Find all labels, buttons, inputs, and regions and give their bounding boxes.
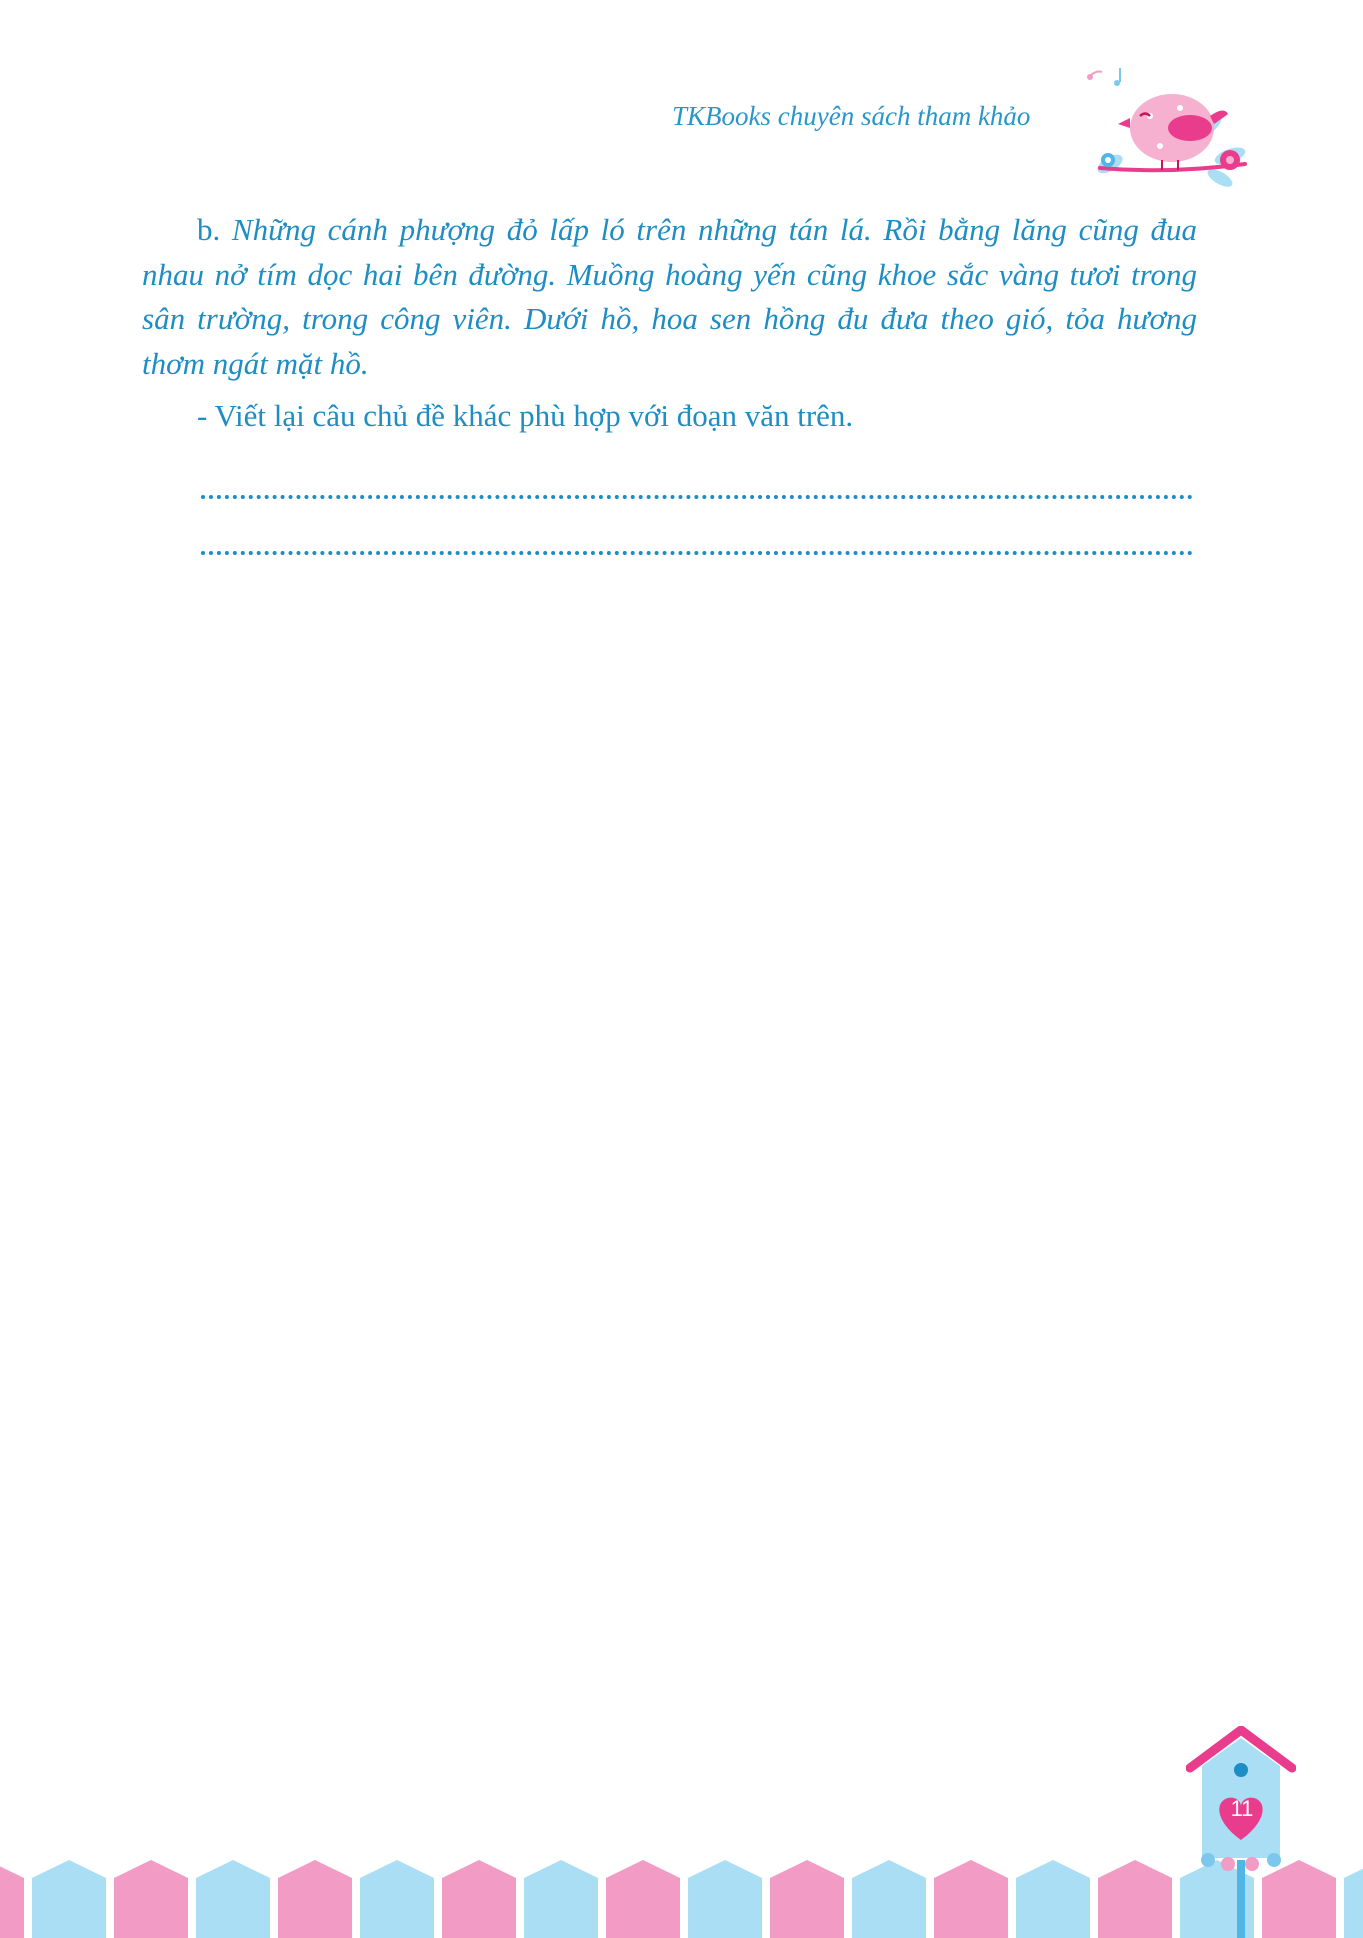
bird-on-branch-icon (1080, 56, 1260, 196)
answer-line-2[interactable] (201, 525, 1193, 555)
exercise-paragraph (142, 208, 1197, 386)
fence-picket (1344, 1860, 1363, 1938)
fence-picket (524, 1860, 598, 1938)
fence-picket (1016, 1860, 1090, 1938)
answer-line-1[interactable] (201, 459, 1193, 499)
fence-picket (688, 1860, 762, 1938)
fence-picket (1098, 1860, 1172, 1938)
fence-picket (196, 1860, 270, 1938)
fence-decoration (0, 1840, 1363, 1938)
exercise-label: b. (197, 212, 221, 247)
fence-picket (32, 1860, 106, 1938)
exercise-text: Những cánh phượng đỏ lấp ló trên những tán lá. Rồi bằng lăng cũng đua nhau nở tím dọc hai bên đường. Muồng hoàng yến cũng khoe sắc vàng tươi trong sân trường, trong công viên. Dưới hồ, hoa sen hồng đu đưa theo gió, tỏa hương thơm ngát mặt hồ. (142, 212, 1198, 381)
birdhouse-icon (1186, 1726, 1296, 1938)
fence-picket (852, 1860, 926, 1938)
header-title: TKBooks chuyên sách tham khảo (672, 101, 1031, 131)
fence-picket (114, 1860, 188, 1938)
exercise-task: - Viết lại câu chủ đề khác phù hợp với đoạn văn trên. (197, 398, 854, 433)
fence-picket (442, 1860, 516, 1938)
exercise-block (142, 208, 1197, 555)
fence-picket (360, 1860, 434, 1938)
fence-picket (934, 1860, 1008, 1938)
fence-picket (0, 1860, 24, 1938)
page-number: 11 (1230, 1796, 1254, 1821)
fence-picket (278, 1860, 352, 1938)
fence-picket (770, 1860, 844, 1938)
fence-picket (606, 1860, 680, 1938)
